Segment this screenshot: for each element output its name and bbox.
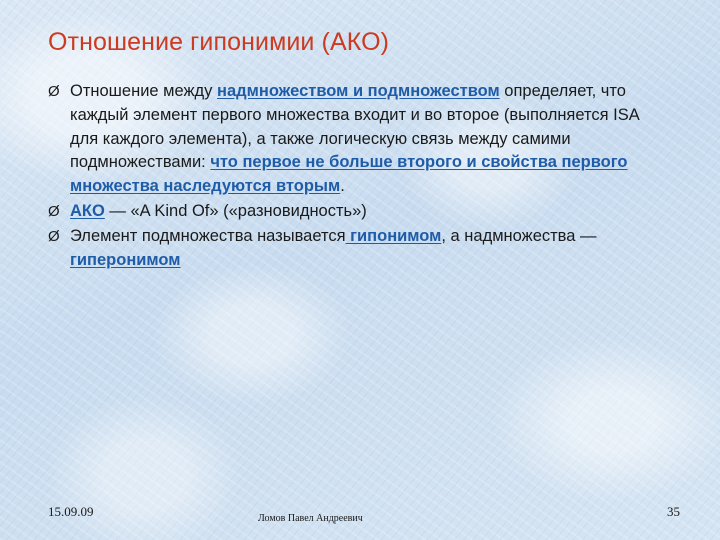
bullet-text: — «A Kind Of» («разновидность») [104,201,367,220]
bullet-item-hyponym-hyperonym [48,225,668,273]
bullet-item-hyponymy-definition [48,80,668,199]
link-inheritance[interactable]: что первое не больше второго и свойства первого множества наследуются вторым [70,153,628,196]
bullet-text: определяет, что каждый элемент первого множества входит и во второе (выполняется ISA для каждого элемента), а также логическую связь между самими подмножествами: [70,82,639,172]
footer-author: Ломов Павел Андреевич [258,513,363,524]
slide-title: Отношение гипонимии (АКО) [48,28,390,56]
bullet-text: Отношение между [70,82,218,100]
footer-date: 15.09.09 [48,504,94,519]
bullet-list [48,80,668,273]
page-number: 35 [667,504,680,519]
link-hyperonym[interactable]: гиперонимом [70,250,181,269]
bullet-text: Элемент подмножества называется [70,226,346,245]
bullet-item-ako [48,200,668,224]
bullet-arrow-icon: Ø [48,202,60,220]
link-ako[interactable]: АКО [70,201,105,220]
link-hyponym[interactable]: гипонимом [345,226,442,245]
bullet-arrow-icon: Ø [48,83,60,100]
link-superset-subset[interactable]: надмножеством и подмножеством [217,82,500,100]
bullet-arrow-icon: Ø [48,227,60,245]
bullet-text: . [340,177,345,196]
bullet-text: , а надмножества — [441,226,597,245]
